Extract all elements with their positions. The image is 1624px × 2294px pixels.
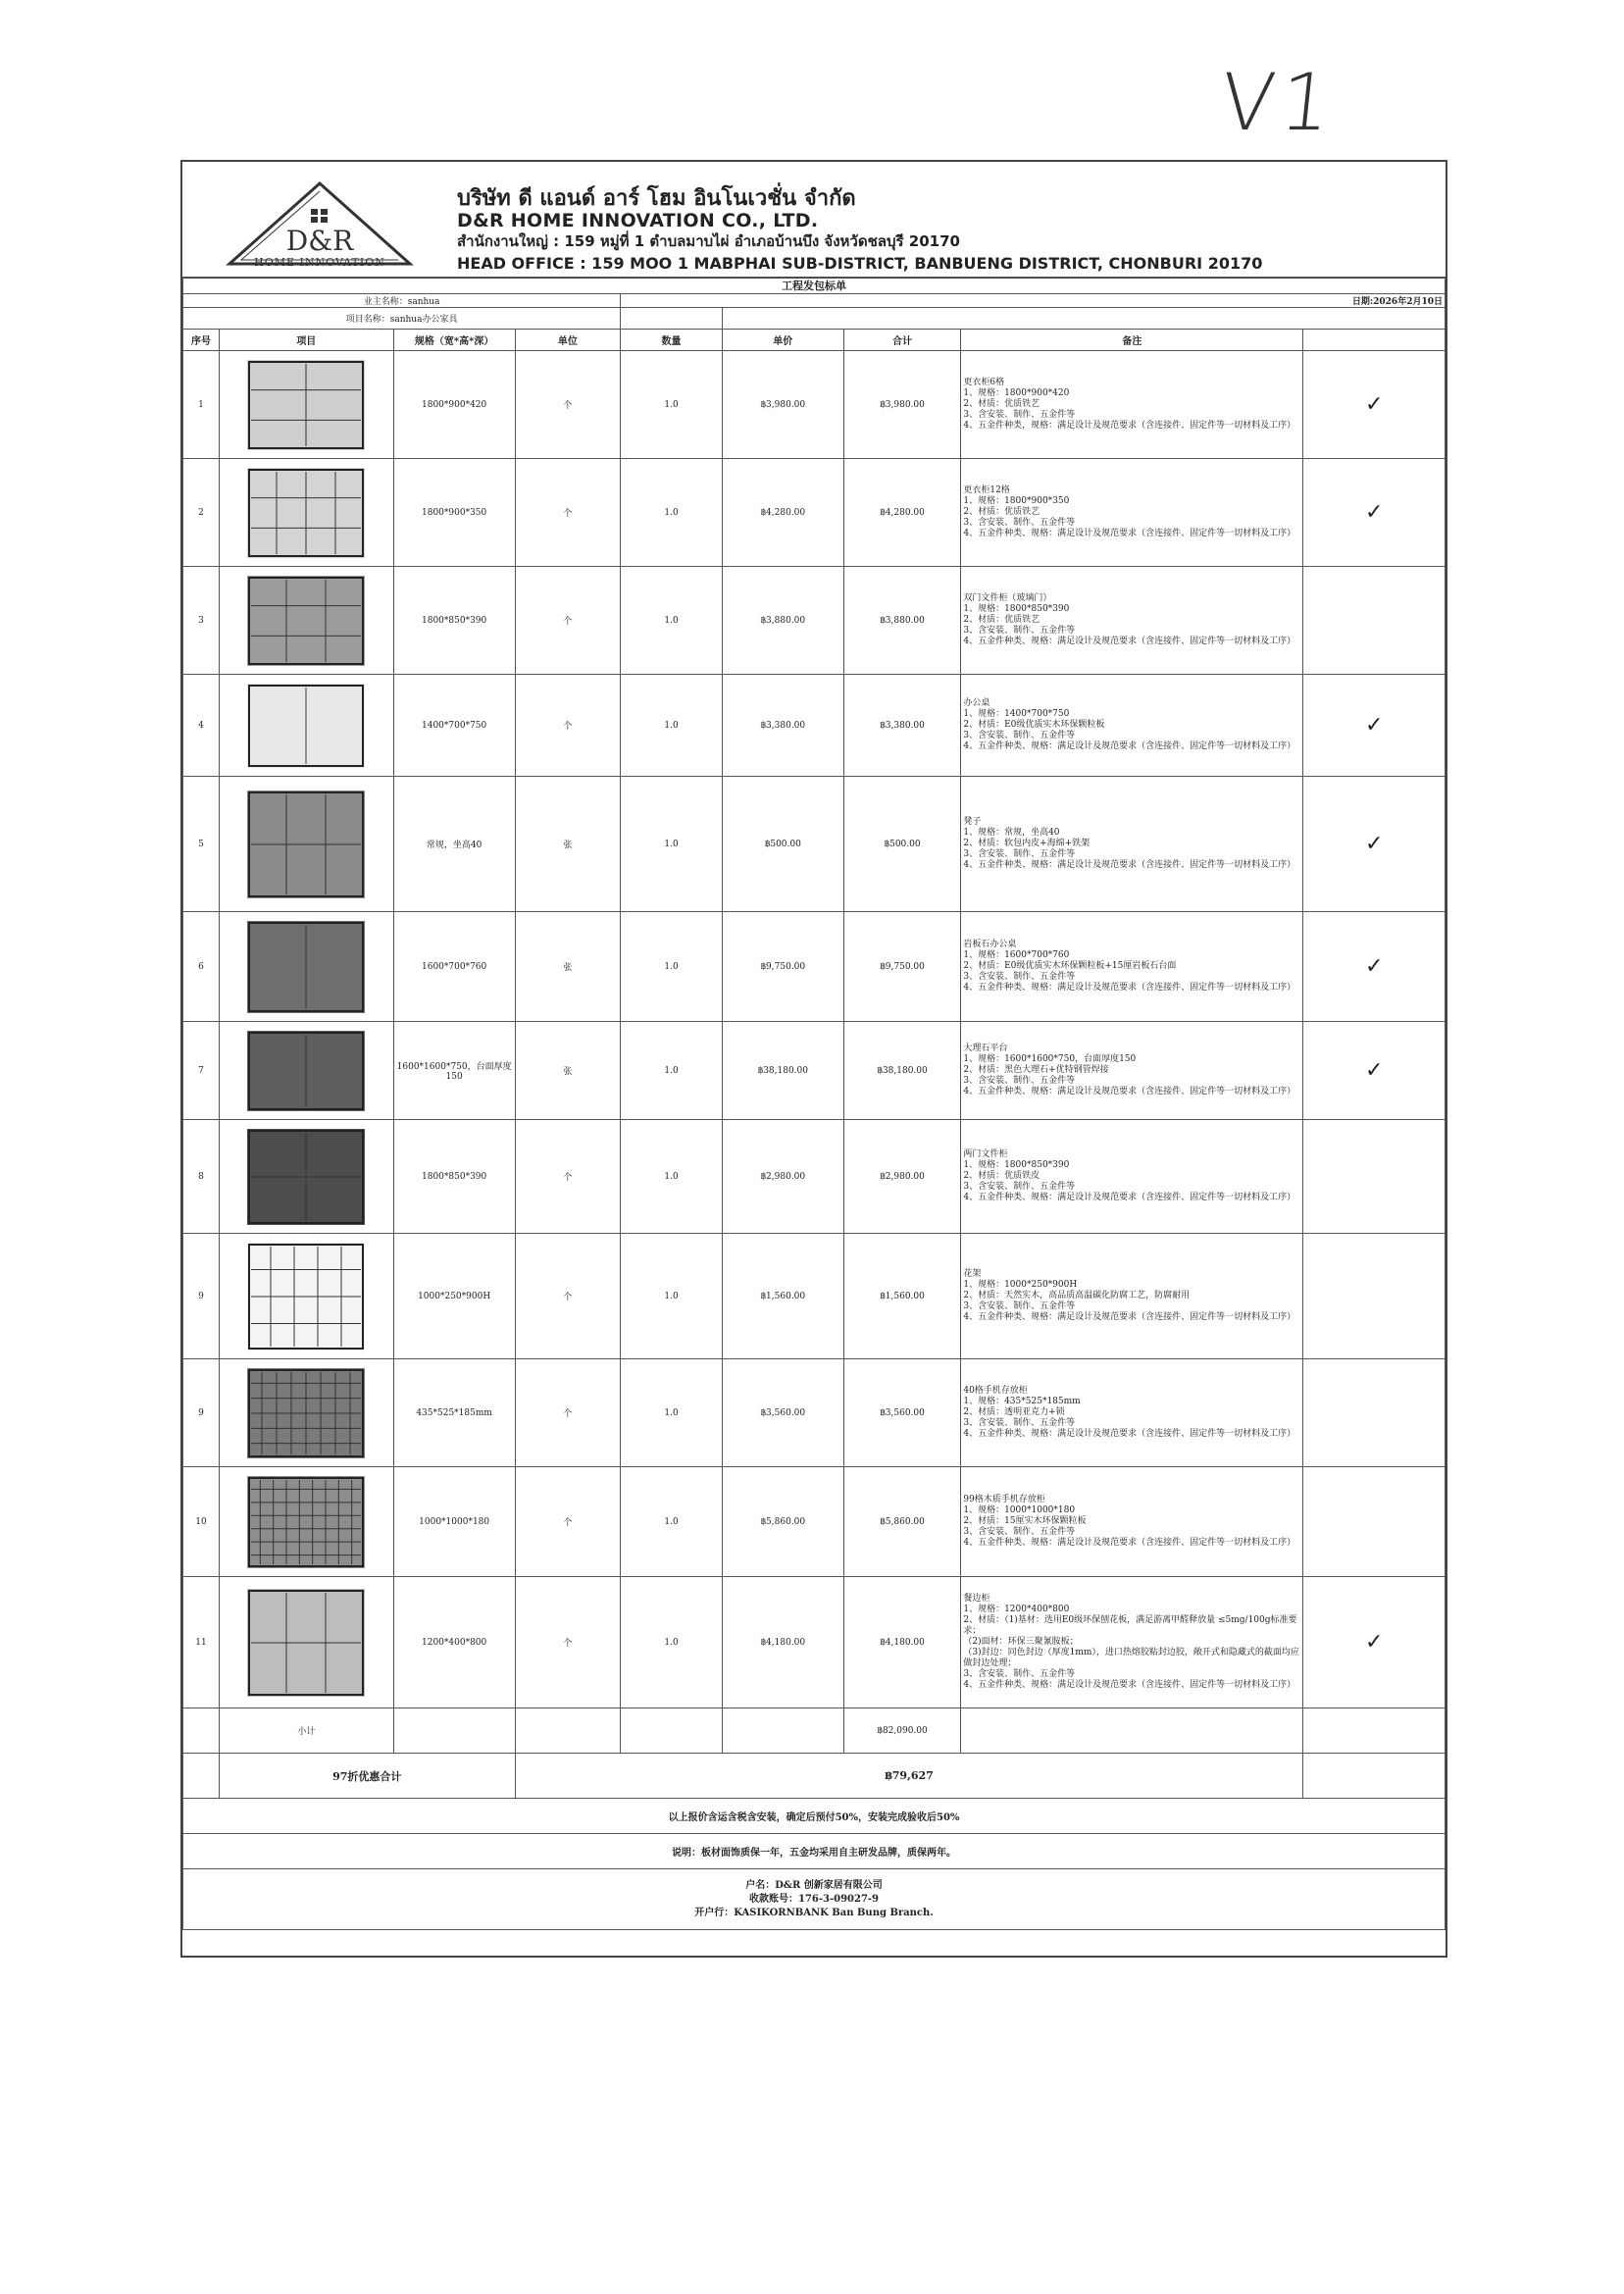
remark-line: 3、含安装、制作、五金件等 <box>963 1076 1076 1086</box>
item-qty: 1.0 <box>621 777 723 912</box>
remark-line: 3、含安装、制作、五金件等 <box>963 849 1076 859</box>
item-total: ฿4,180.00 <box>843 1577 961 1708</box>
checkmark-icon: ✓ <box>1364 1058 1384 1083</box>
remark-line: 餐边柜 <box>963 1594 990 1604</box>
item-unit: 个 <box>515 1577 621 1708</box>
item-price: ฿38,180.00 <box>722 1022 843 1120</box>
item-check <box>1303 459 1446 567</box>
table-row <box>183 675 1446 777</box>
item-remark <box>961 567 1303 675</box>
remark-line: （2)面材：环保三聚氰胺板； <box>963 1637 1079 1647</box>
item-qty: 1.0 <box>621 1467 723 1577</box>
item-price: ฿500.00 <box>722 777 843 912</box>
remark-line: 4、五金件种类、规格：满足设计及规范要求（含连接件、固定件等一切材料及工序） <box>963 860 1296 870</box>
item-check <box>1303 1359 1446 1467</box>
product-photo <box>247 1476 365 1568</box>
discount-label: 97折优惠合计 <box>219 1754 515 1799</box>
company-header <box>182 162 1446 279</box>
item-qty: 1.0 <box>621 567 723 675</box>
item-total: ฿1,560.00 <box>843 1234 961 1359</box>
remark-line: 1、规格：1200*400*800 <box>963 1605 1070 1614</box>
product-photo <box>247 1243 365 1351</box>
item-unit: 个 <box>515 567 621 675</box>
remark-line: 2、材质：优质铁艺 <box>963 507 1040 517</box>
table-row <box>183 1467 1446 1577</box>
item-check <box>1303 1120 1446 1234</box>
checkmark-icon: ✓ <box>1364 713 1384 738</box>
handwritten-mark: V1 <box>1216 57 1342 148</box>
remark-line: 4、五金件种类，规格：满足设计及规范要求（含连接件、固定件等一切材料及工序） <box>963 421 1296 431</box>
item-price: ฿4,180.00 <box>722 1577 843 1708</box>
item-unit: 个 <box>515 351 621 459</box>
product-photo <box>247 360 365 450</box>
remark-line: 1、规格：435*525*185mm <box>963 1397 1081 1406</box>
item-no: 5 <box>183 777 220 912</box>
discount-row <box>183 1754 1446 1799</box>
remark-line: 3、含安装、制作、五金件等 <box>963 731 1076 740</box>
remark-line: 双门文件柜（玻璃门） <box>963 593 1052 603</box>
remark-line: 4、五金件种类、规格：满足设计及规范要求（含连接件、固定件等一切材料及工序） <box>963 983 1296 993</box>
item-remark <box>961 1234 1303 1359</box>
remark-line: 3、含安装、制作、五金件等 <box>963 972 1076 982</box>
item-remark <box>961 777 1303 912</box>
item-unit: 个 <box>515 1467 621 1577</box>
item-total: ฿5,860.00 <box>843 1467 961 1577</box>
item-price: ฿2,980.00 <box>722 1120 843 1234</box>
remark-line: 4、五金件种类、规格：满足设计及规范要求（含连接件、固定件等一切材料及工序） <box>963 637 1296 646</box>
item-total: ฿3,880.00 <box>843 567 961 675</box>
item-check <box>1303 912 1446 1022</box>
item-unit: 个 <box>515 675 621 777</box>
checkmark-icon: ✓ <box>1364 954 1384 979</box>
remark-line: 4、五金件种类、规格：满足设计及规范要求（含连接件、固定件等一切材料及工序） <box>963 1193 1296 1202</box>
remark-line: （3)封边：同色封边（厚度1mm），进口热熔胶粘封边胶，敞开式和隐藏式的截面均应做封边处理； <box>963 1648 1299 1668</box>
item-photo <box>219 1022 393 1120</box>
item-no: 9 <box>183 1359 220 1467</box>
remark-line: 更衣柜6格 <box>963 378 1005 387</box>
item-spec: 1800*850*390 <box>393 567 515 675</box>
item-spec: 1200*400*800 <box>393 1577 515 1708</box>
company-en-name: D&R HOME INNOVATION CO., LTD. <box>457 210 819 231</box>
item-unit: 张 <box>515 912 621 1022</box>
table-row <box>183 1234 1446 1359</box>
company-thai-address: สำนักงานใหญ่ : 159 หมู่ที่ 1 ตำบลมาบไผ่ อำเภอบ้านบึง จังหวัดชลบุรี 20170 <box>457 232 960 250</box>
item-photo <box>219 777 393 912</box>
item-no: 7 <box>183 1022 220 1120</box>
item-no: 10 <box>183 1467 220 1577</box>
item-no: 6 <box>183 912 220 1022</box>
item-total: ฿4,280.00 <box>843 459 961 567</box>
remark-line: 1、规格：1400*700*750 <box>963 709 1070 719</box>
remark-line: 2、材质：E0级优质实木环保颗粒板 <box>963 720 1105 730</box>
item-no: 8 <box>183 1120 220 1234</box>
bank-account <box>183 1869 1446 1930</box>
checkmark-icon: ✓ <box>1364 832 1384 856</box>
logo-text: D&R <box>285 225 354 257</box>
item-remark <box>961 1359 1303 1467</box>
item-photo <box>219 459 393 567</box>
item-remark <box>961 1022 1303 1120</box>
owner-label: 业主名称：sanhua <box>183 294 621 308</box>
remark-line: 2、材质：天然实木，高品质高温碳化防腐工艺，防腐耐用 <box>963 1291 1191 1300</box>
item-no: 3 <box>183 567 220 675</box>
col-header: 规格（宽*高*深） <box>393 330 515 351</box>
company-thai-name: บริษัท ดี แอนด์ อาร์ โฮม อินโนเวชั่น จำกัด <box>457 186 856 211</box>
item-qty: 1.0 <box>621 459 723 567</box>
item-price: ฿4,280.00 <box>722 459 843 567</box>
remark-line: 4、五金件种类、规格：满足设计及规范要求（含连接件、固定件等一切材料及工序） <box>963 1312 1296 1322</box>
item-price: ฿3,560.00 <box>722 1359 843 1467</box>
remark-line: 大理石平台 <box>963 1044 1008 1053</box>
item-spec: 1600*700*760 <box>393 912 515 1022</box>
remark-line: 1、规格：1800*900*420 <box>963 388 1070 398</box>
item-spec: 常规，坐高40 <box>393 777 515 912</box>
remark-line: 4、五金件种类、规格：满足设计及规范要求（含连接件、固定件等一切材料及工序） <box>963 1680 1296 1690</box>
product-photo <box>247 921 365 1013</box>
subtotal-row <box>183 1708 1446 1754</box>
remark-line: 4、五金件种类、规格：满足设计及规范要求（含连接件、固定件等一切材料及工序） <box>963 1087 1296 1096</box>
item-total: ฿3,380.00 <box>843 675 961 777</box>
account-number: 收款账号：176-3-09027-9 <box>748 1893 880 1905</box>
remark-line: 3、含安装、制作、五金件等 <box>963 626 1076 636</box>
quotation-sheet <box>180 160 1447 1958</box>
item-price: ฿3,880.00 <box>722 567 843 675</box>
item-remark <box>961 351 1303 459</box>
table-row <box>183 1022 1446 1120</box>
item-remark <box>961 1120 1303 1234</box>
remark-line: 2、材质：透明亚克力+锁 <box>963 1407 1065 1417</box>
item-spec: 1000*250*900H <box>393 1234 515 1359</box>
item-no: 4 <box>183 675 220 777</box>
item-price: ฿1,560.00 <box>722 1234 843 1359</box>
product-photo <box>247 1589 365 1697</box>
item-check <box>1303 675 1446 777</box>
item-remark <box>961 1467 1303 1577</box>
item-price: ฿9,750.00 <box>722 912 843 1022</box>
product-photo <box>247 576 365 666</box>
table-row <box>183 777 1446 912</box>
remark-line: 1、规格：1600*1600*750，台面厚度150 <box>963 1054 1137 1064</box>
item-unit: 个 <box>515 459 621 567</box>
product-photo <box>247 1031 365 1111</box>
item-check <box>1303 1577 1446 1708</box>
item-photo <box>219 1359 393 1467</box>
table-row <box>183 567 1446 675</box>
remark-line: 3、含安装、制作、五金件等 <box>963 1527 1076 1537</box>
item-photo <box>219 1234 393 1359</box>
item-photo <box>219 567 393 675</box>
warranty-note: 说明：板材面饰质保一年，五金均采用自主研发品牌，质保两年。 <box>183 1834 1446 1869</box>
remark-line: 1、规格：1800*850*390 <box>963 1160 1070 1170</box>
item-total: ฿9,750.00 <box>843 912 961 1022</box>
remark-line: 3、含安装、制作、五金件等 <box>963 1669 1076 1679</box>
table-row <box>183 1120 1446 1234</box>
remark-line: 2、材质：（1)基材：选用E0级环保刨花板，满足游离甲醛释放量 ≤5mg/100g标准要求； <box>963 1615 1297 1636</box>
table-row <box>183 459 1446 567</box>
item-remark <box>961 459 1303 567</box>
remark-line: 3、含安装、制作、五金件等 <box>963 518 1076 528</box>
item-qty: 1.0 <box>621 675 723 777</box>
remark-line: 40格手机存放柜 <box>963 1386 1028 1396</box>
remark-line: 2、材质：优质铁皮 <box>963 1171 1040 1181</box>
item-total: ฿38,180.00 <box>843 1022 961 1120</box>
col-header: 单位 <box>515 330 621 351</box>
remark-line: 3、含安装、制作、五金件等 <box>963 1182 1076 1192</box>
table-row <box>183 912 1446 1022</box>
remark-line: 2、材质：优质铁艺 <box>963 399 1040 409</box>
product-photo <box>247 468 365 558</box>
item-qty: 1.0 <box>621 1120 723 1234</box>
item-check <box>1303 567 1446 675</box>
remark-line: 3、含安装、制作、五金件等 <box>963 410 1076 420</box>
doc-title: 工程发包标单 <box>183 278 1446 294</box>
item-price: ฿3,980.00 <box>722 351 843 459</box>
item-qty: 1.0 <box>621 1359 723 1467</box>
remark-line: 1、规格：1800*850*390 <box>963 604 1070 614</box>
project-label: 项目名称：sanhua办公家具 <box>183 308 621 330</box>
item-qty: 1.0 <box>621 912 723 1022</box>
remark-line: 岩板石办公桌 <box>963 940 1017 949</box>
col-header: 合计 <box>843 330 961 351</box>
item-spec: 1600*1600*750，台面厚度150 <box>393 1022 515 1120</box>
item-no: 9 <box>183 1234 220 1359</box>
item-check <box>1303 1234 1446 1359</box>
item-total: ฿3,980.00 <box>843 351 961 459</box>
subtotal-label: 小计 <box>219 1708 393 1754</box>
item-photo <box>219 1577 393 1708</box>
item-unit: 张 <box>515 777 621 912</box>
item-price: ฿5,860.00 <box>722 1467 843 1577</box>
item-price: ฿3,380.00 <box>722 675 843 777</box>
checkmark-icon: ✓ <box>1364 392 1384 417</box>
table-row <box>183 351 1446 459</box>
item-remark <box>961 1577 1303 1708</box>
checkmark-icon: ✓ <box>1364 1630 1384 1655</box>
remark-line: 2、材质：15厘实木环保颗粒板 <box>963 1516 1087 1526</box>
product-photo <box>247 790 365 898</box>
remark-line: 2、材质：优质铁艺 <box>963 615 1040 625</box>
remark-line: 2、材质：软包内皮+海绵+铁架 <box>963 839 1091 848</box>
remark-line: 更衣柜12格 <box>963 485 1010 495</box>
item-check <box>1303 1467 1446 1577</box>
account-bank: 开户行：KASIKORNBANK Ban Bung Branch. <box>694 1907 934 1918</box>
item-remark <box>961 675 1303 777</box>
item-remark <box>961 912 1303 1022</box>
remark-line: 1、规格：常规，坐高40 <box>963 828 1060 838</box>
product-photo <box>247 1368 365 1458</box>
item-no: 11 <box>183 1577 220 1708</box>
payment-note: 以上报价含运含税含安装，确定后预付50%，安装完成验收后50% <box>183 1799 1446 1834</box>
col-header: 序号 <box>183 330 220 351</box>
item-total: ฿3,560.00 <box>843 1359 961 1467</box>
remark-line: 4、五金件种类、规格：满足设计及规范要求（含连接件、固定件等一切材料及工序） <box>963 1429 1296 1439</box>
item-check <box>1303 351 1446 459</box>
item-qty: 1.0 <box>621 1234 723 1359</box>
remark-line: 4、五金件种类、规格：满足设计及规范要求（含连接件、固定件等一切材料及工序） <box>963 529 1296 538</box>
item-unit: 个 <box>515 1120 621 1234</box>
logo-subtext: HOME INNOVATION <box>254 256 385 269</box>
item-photo <box>219 912 393 1022</box>
col-header: 单价 <box>722 330 843 351</box>
remark-line: 99格木质手机存放柜 <box>963 1495 1045 1504</box>
checkmark-icon: ✓ <box>1364 500 1384 525</box>
item-photo <box>219 1120 393 1234</box>
item-qty: 1.0 <box>621 1577 723 1708</box>
item-total: ฿500.00 <box>843 777 961 912</box>
subtotal-value: ฿82,090.00 <box>843 1708 961 1754</box>
product-photo <box>247 684 365 768</box>
item-qty: 1.0 <box>621 351 723 459</box>
item-photo <box>219 675 393 777</box>
remark-line: 1、规格：1800*900*350 <box>963 496 1070 506</box>
item-spec: 1800*900*350 <box>393 459 515 567</box>
remark-line: 3、含安装、制作、五金件等 <box>963 1418 1076 1428</box>
col-header: 项目 <box>219 330 393 351</box>
item-unit: 张 <box>515 1022 621 1120</box>
remark-line: 2、材质：黑色大理石+优特钢管焊接 <box>963 1065 1109 1075</box>
table-row <box>183 1359 1446 1467</box>
remark-line: 1、规格：1000*1000*180 <box>963 1505 1076 1515</box>
item-qty: 1.0 <box>621 1022 723 1120</box>
item-spec: 1800*900*420 <box>393 351 515 459</box>
item-unit: 个 <box>515 1234 621 1359</box>
col-header: 数量 <box>621 330 723 351</box>
account-name: 户名：D&R 创新家居有限公司 <box>745 1879 883 1891</box>
doc-date: 日期:2026年2月10日 <box>621 294 1446 308</box>
col-header: 备注 <box>961 330 1303 351</box>
item-spec: 435*525*185mm <box>393 1359 515 1467</box>
remark-line: 凳子 <box>963 817 982 827</box>
table-row <box>183 1577 1446 1708</box>
remark-line: 两门文件柜 <box>963 1149 1008 1159</box>
remark-line: 4、五金件种类、规格：满足设计及规范要求（含连接件、固定件等一切材料及工序） <box>963 741 1296 751</box>
company-logo <box>222 179 418 270</box>
item-check <box>1303 777 1446 912</box>
table-header-row <box>183 330 1446 351</box>
remark-line: 1、规格：1000*250*900H <box>963 1280 1078 1290</box>
item-total: ฿2,980.00 <box>843 1120 961 1234</box>
item-no: 2 <box>183 459 220 567</box>
item-spec: 1000*1000*180 <box>393 1467 515 1577</box>
remark-line: 1、规格：1600*700*760 <box>963 950 1070 960</box>
item-photo <box>219 1467 393 1577</box>
item-no: 1 <box>183 351 220 459</box>
item-spec: 1400*700*750 <box>393 675 515 777</box>
discount-value: ฿79,627 <box>515 1754 1303 1799</box>
item-check <box>1303 1022 1446 1120</box>
product-photo <box>247 1129 365 1225</box>
item-unit: 个 <box>515 1359 621 1467</box>
remark-line: 办公桌 <box>963 698 990 708</box>
remark-line: 2、材质：E0级优质实木环保颗粒板+15厘岩板石台面 <box>963 961 1177 971</box>
remark-line: 花架 <box>963 1269 982 1279</box>
remark-line: 3、含安装、制作、五金件等 <box>963 1301 1076 1311</box>
item-photo <box>219 351 393 459</box>
quotation-table <box>182 277 1446 1930</box>
remark-line: 4、五金件种类、规格：满足设计及规范要求（含连接件、固定件等一切材料及工序） <box>963 1538 1296 1548</box>
company-en-address: HEAD OFFICE : 159 MOO 1 MABPHAI SUB-DISTRICT, BANBUENG DISTRICT, CHONBURI 20170 <box>457 254 1263 273</box>
item-spec: 1800*850*390 <box>393 1120 515 1234</box>
